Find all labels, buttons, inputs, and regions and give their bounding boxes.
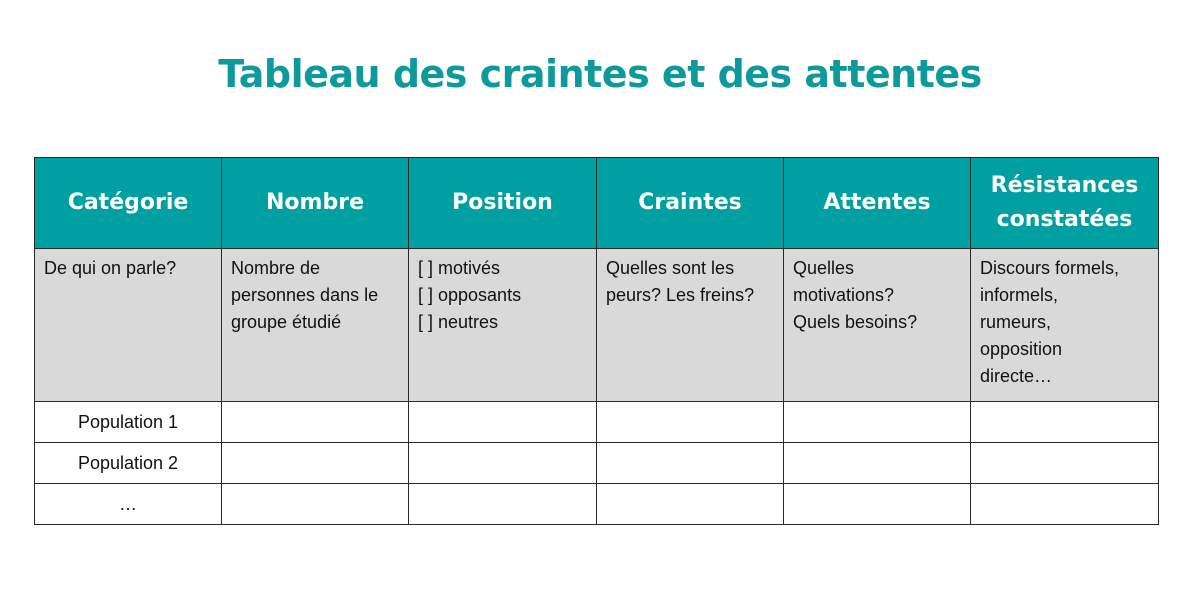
desc-position[interactable] <box>409 249 597 402</box>
table-cell[interactable] <box>222 484 409 525</box>
table-row <box>35 443 1159 484</box>
table-cell[interactable] <box>597 443 784 484</box>
desc-text: motivations? <box>793 285 895 305</box>
row-label[interactable]: … <box>35 484 222 525</box>
checkbox-opposants: [ ] opposants <box>418 285 522 305</box>
table-row <box>35 484 1159 525</box>
row-label[interactable]: Population 1 <box>35 402 222 443</box>
page-title: Tableau des craintes et des attentes <box>218 52 982 96</box>
header-nombre: Nombre <box>222 158 409 249</box>
table-cell[interactable] <box>222 402 409 443</box>
table-cell[interactable] <box>784 443 971 484</box>
header-resistances <box>971 158 1159 249</box>
table-row <box>35 402 1159 443</box>
table-cell[interactable] <box>597 402 784 443</box>
checkbox-neutres: [ ] neutres <box>418 312 499 332</box>
desc-categorie[interactable] <box>35 249 222 402</box>
table-cell[interactable] <box>597 484 784 525</box>
row-label[interactable]: Population 2 <box>35 443 222 484</box>
table-cell[interactable] <box>222 443 409 484</box>
header-attentes: Attentes <box>784 158 971 249</box>
desc-resistances[interactable] <box>971 249 1159 402</box>
desc-text: Discours formels, <box>980 258 1120 278</box>
desc-text: Nombre de <box>231 258 321 278</box>
desc-attentes[interactable] <box>784 249 971 402</box>
desc-text: informels, <box>980 285 1059 305</box>
desc-craintes[interactable] <box>597 249 784 402</box>
table-cell[interactable] <box>409 443 597 484</box>
checkbox-motives: [ ] motivés <box>418 258 501 278</box>
desc-text: directe… <box>980 366 1053 386</box>
desc-text: peurs? Les freins? <box>606 285 755 305</box>
table-cell[interactable] <box>971 443 1159 484</box>
header-position: Position <box>409 158 597 249</box>
desc-text: Quels besoins? <box>793 312 918 332</box>
table-cell[interactable] <box>784 484 971 525</box>
header-resistances-line1: Résistances <box>990 173 1139 198</box>
table-cell[interactable] <box>971 402 1159 443</box>
table-cell[interactable] <box>409 484 597 525</box>
table-cell[interactable] <box>971 484 1159 525</box>
desc-text: Quelles <box>793 258 855 278</box>
header-row <box>35 158 1159 249</box>
table-cell[interactable] <box>409 402 597 443</box>
header-craintes: Craintes <box>597 158 784 249</box>
fears-expectations-table <box>34 157 1159 525</box>
header-resistances-line2: constatées <box>996 207 1133 232</box>
table-cell[interactable] <box>784 402 971 443</box>
desc-text: opposition <box>980 339 1063 359</box>
desc-text: Quelles sont les <box>606 258 735 278</box>
desc-nombre[interactable] <box>222 249 409 402</box>
desc-text: personnes dans le <box>231 285 379 305</box>
desc-text: De qui on parle? <box>44 258 177 278</box>
desc-text: groupe étudié <box>231 312 342 332</box>
description-row <box>35 249 1159 402</box>
desc-text: rumeurs, <box>980 312 1052 332</box>
header-categorie: Catégorie <box>35 158 222 249</box>
